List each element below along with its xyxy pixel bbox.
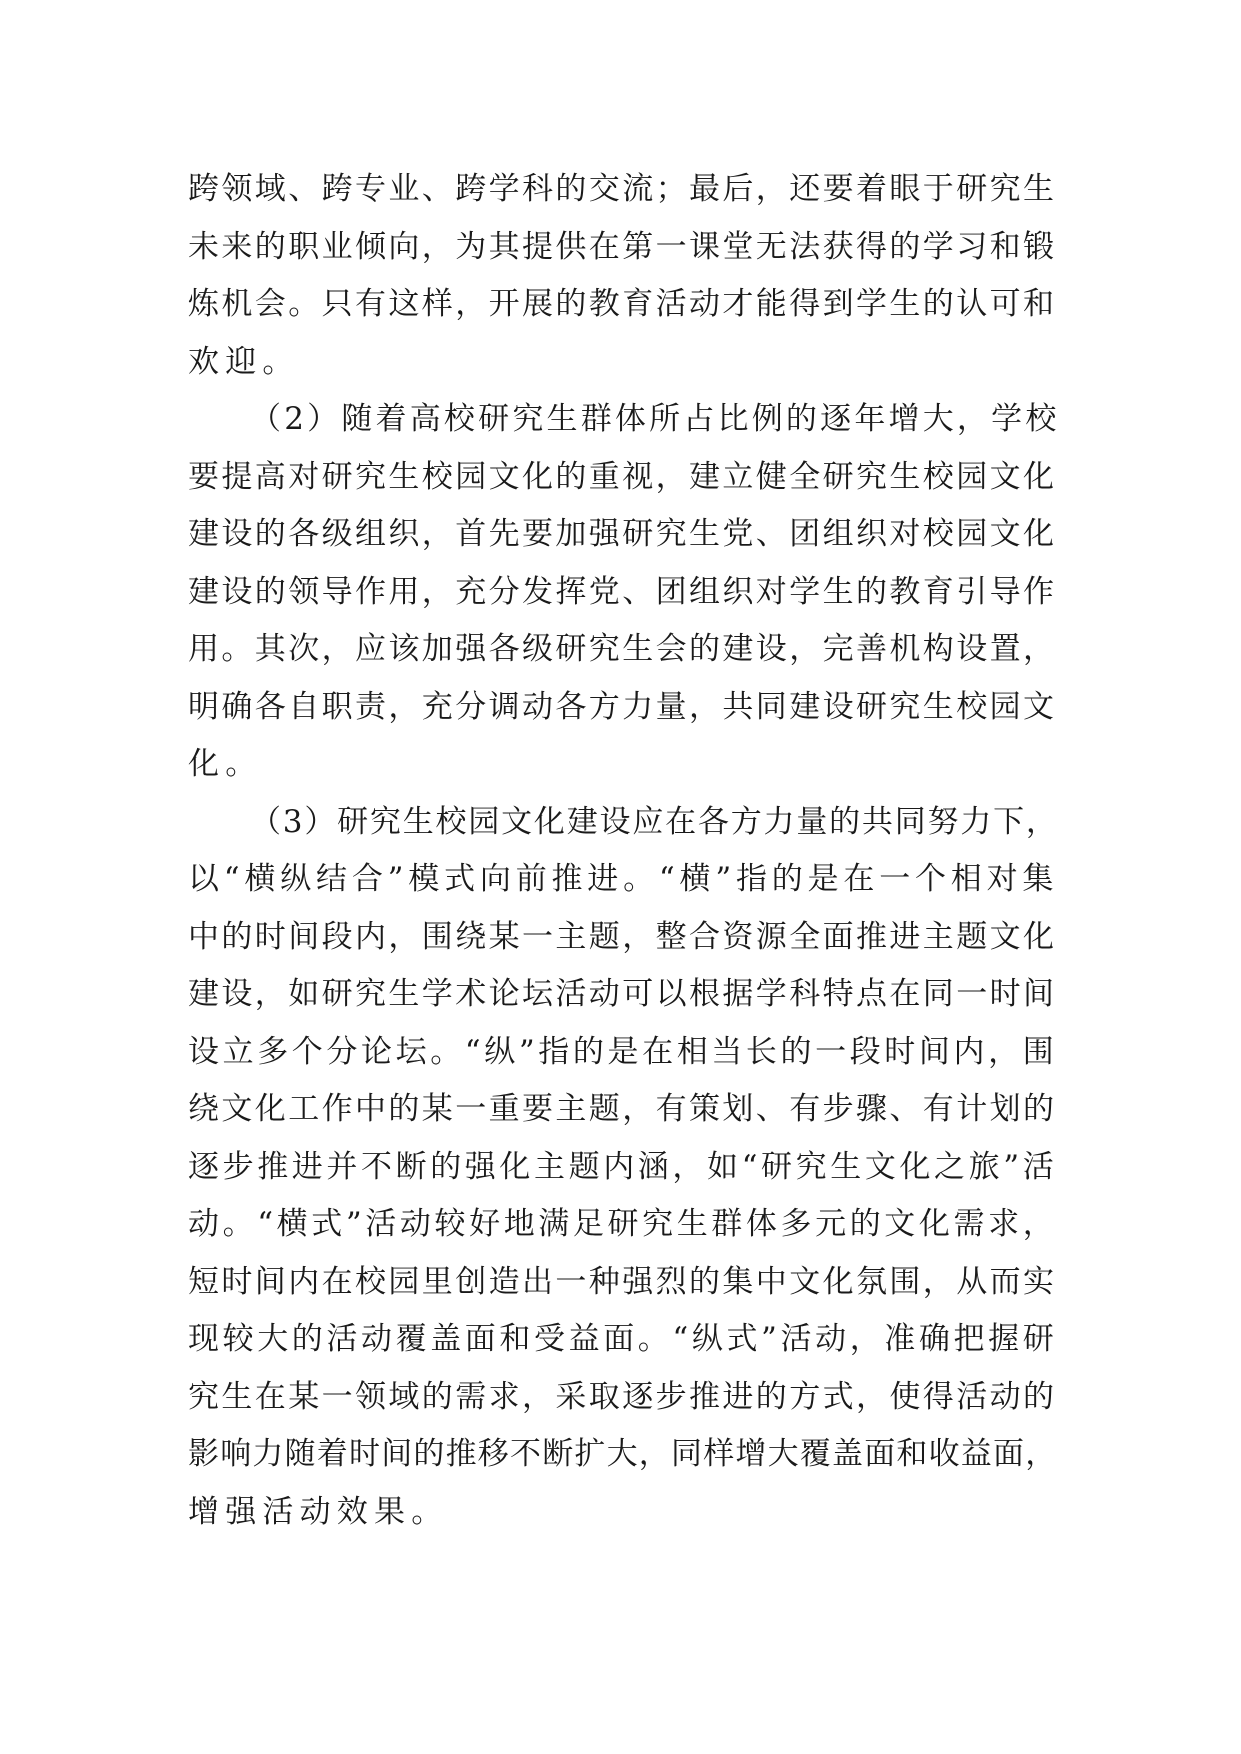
text-line: 设立多个分论坛。“纵”指的是在相当长的一段时间内，围 [188, 1033, 1058, 1070]
text-line: 影响力随着时间的推移不断扩大，同样增大覆盖面和收益面， [188, 1436, 1058, 1472]
text-line: 增强活动效果。 [188, 1493, 449, 1530]
text-line: 建设，如研究生学术论坛活动可以根据学科特点在同一时间 [188, 976, 1057, 1012]
text-line: 未来的职业倾向，为其提供在第一课堂无法获得的学习和锻 [188, 228, 1057, 265]
text-line: 化。 [188, 746, 263, 782]
text-line: 炼机会。只有这样，开展的教育活动才能得到学生的认可和 [188, 286, 1057, 322]
text-line: 现较大的活动覆盖面和受益面。“纵式”活动，准确把握研 [188, 1321, 1058, 1357]
text-line: 动。“横式”活动较好地满足研究生群体多元的文化需求， [188, 1206, 1058, 1242]
text-line: 究生在某一领域的需求，采取逐步推进的方式，使得活动的 [188, 1378, 1057, 1415]
text-line: 要提高对研究生校园文化的重视，建立健全研究生校园文化 [188, 458, 1057, 495]
text-line: 建设的各级组织，首先要加强研究生党、团组织对校园文化 [188, 516, 1057, 552]
text-line: 明确各自职责，充分调动各方力量，共同建设研究生校园文 [188, 688, 1057, 725]
text-line: 跨领域、跨专业、跨学科的交流；最后，还要着眼于研究生 [188, 171, 1057, 207]
text-line: 短时间内在校园里创造出一种强烈的集中文化氛围，从而实 [188, 1263, 1057, 1300]
text-line: 欢迎。 [188, 343, 300, 380]
paragraph-start-line: （3）研究生校园文化建设应在各方力量的共同努力下， [250, 803, 1059, 840]
text-line: 绕文化工作中的某一重要主题，有策划、有步骤、有计划的 [188, 1091, 1057, 1127]
paragraph-start-line: （2）随着高校研究生群体所占比例的逐年增大，学校 [250, 401, 1060, 437]
text-line: 建设的领导作用，充分发挥党、团组织对学生的教育引导作 [188, 573, 1057, 610]
text-line: 用。其次，应该加强各级研究生会的建设，完善机构设置， [188, 631, 1057, 667]
text-line: 逐步推进并不断的强化主题内涵，如“研究生文化之旅”活 [188, 1148, 1058, 1185]
body-text [188, 161, 1058, 1541]
text-line: 中的时间段内，围绕某一主题，整合资源全面推进主题文化 [188, 918, 1057, 955]
text-line: 以“横纵结合”模式向前推进。“横”指的是在一个相对集 [188, 861, 1059, 897]
